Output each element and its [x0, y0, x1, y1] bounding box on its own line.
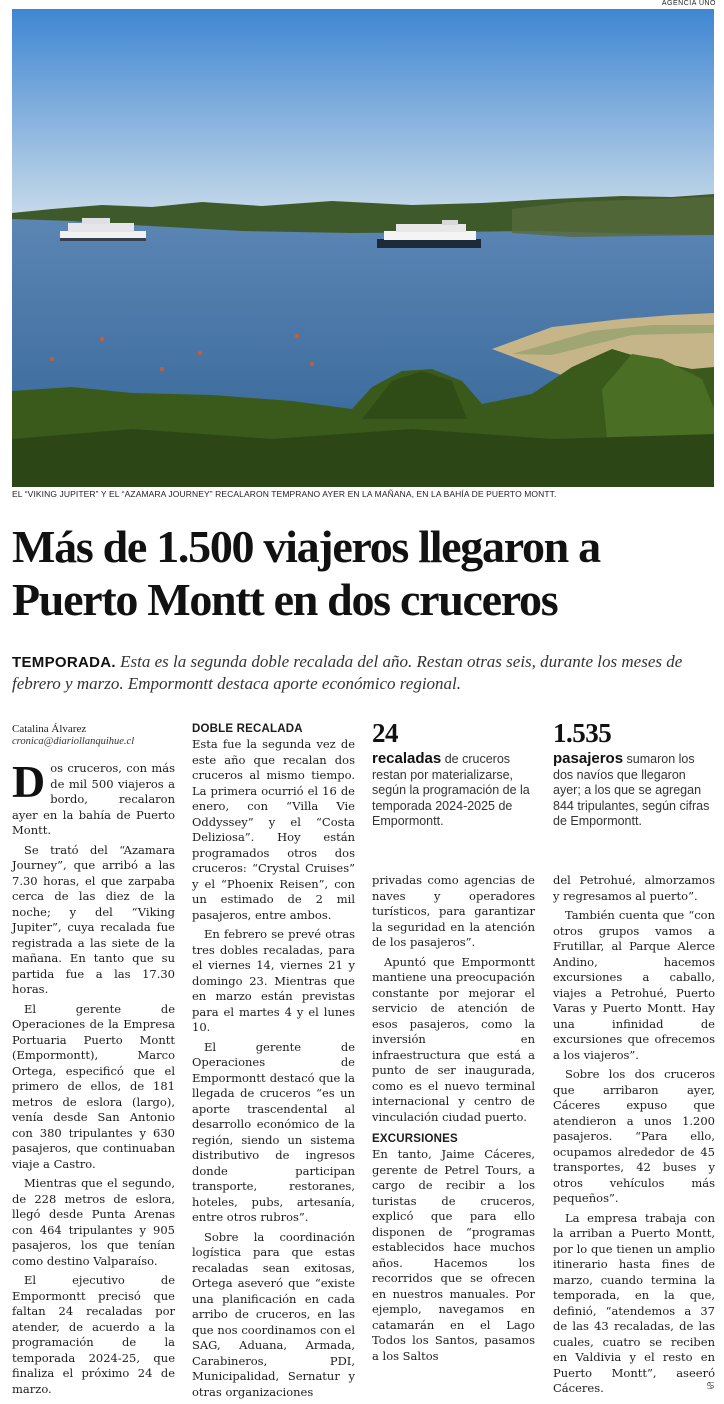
- article-paragraph: Apuntó que Empormontt mantiene una preocupación constante por mejorar el servicio de atención de esos pasajeros, como la inversión en infraestructura que está a punto de ser inaugurada, como es el nuevo terminal internacional y centro de vinculación ciudad puerto.: [372, 954, 535, 1124]
- dropcap: D: [12, 756, 46, 807]
- lead-paragraph: [12, 651, 718, 695]
- stat-number: 1.535: [553, 718, 612, 748]
- closing-text: La empresa trabaja con la arriban a Puerto Montt, por lo que tienen un amplio itinerario hasta fines de marzo, cuando termina la temporada, en la que, definió, “atendemos a 37 de las 43 recaladas, de las cuales, cuatro se reciben en Valdivia y el resto en Puerto Montt”, aseeró Cáceres.: [553, 1210, 715, 1395]
- article-paragraph: Sobre la coordinación logística para que estas recaladas sean exitosas, Ortega aseveró que “existe una planificación en cada arribo de cruceros, en las que nos coordinamos con el SAG, Aduana, Armada, Carabineros, PDI, Municipalidad, Sernatur y otras organizaciones: [192, 1229, 355, 1399]
- article-paragraph: También cuenta que “con otros grupos vamos a Frutillar, al Parque Alerce Andino, hacemos excursiones a caballo, viajes a Petrohué, Puerto Varas y Puerto Montt. Hay una infinidad de excursiones que ofrecemos a los viajeros”.: [553, 908, 715, 1062]
- article-paragraph: Sobre los dos cruceros que arribaron ayer, Cáceres expuso que atendieron a unos 1.200 pasajeros. “Para ello, ocupamos alrededor de 45 transportes, 42 buses y otros vehículos más pequeños”.: [553, 1067, 715, 1205]
- stat-label: pasajeros: [553, 750, 624, 767]
- photo-credit: AGENCIA UNO: [661, 0, 716, 7]
- stat-text: [372, 751, 535, 830]
- end-mark-icon: ♋: [706, 1381, 715, 1392]
- stat-text: [553, 751, 713, 830]
- lead-kicker: TEMPORADA.: [12, 654, 116, 671]
- article-opening-paragraph: [12, 756, 175, 839]
- article-paragraph: En tanto, Jaime Cáceres, gerente de Petrel Tours, a cargo de recibir a los turistas de cruceros, explicó que para ello disponen de “programas establecidos hace muchos años. Hacemos los recorridos que se ofrecen en nuestros manuales. Por ejemplo, navegamos en catamarán en el Lago Todos los Santos, pasamos a los Saltos: [372, 1147, 535, 1363]
- opening-text: os cruceros, con más de mil 500 viajeros a bordo, recalaron ayer en la bahía de Puerto Montt.: [12, 761, 175, 837]
- subhead-excursiones: EXCURSIONES: [372, 1133, 458, 1145]
- article-paragraph: El ejecutivo de Empormontt precisó que faltan 24 recaladas por atender, de acuerdo a la programación de la temporada 2024-25, que finaliza el próximo 24 de marzo.: [12, 1273, 175, 1396]
- article-paragraph: del Petrohué, almorzamos y regresamos al puerto”.: [553, 873, 715, 903]
- byline-author: Catalina Álvarez: [12, 723, 87, 735]
- article-paragraph: [553, 1211, 715, 1397]
- article-paragraph: El gerente de Operaciones de Empormontt destacó que la llegada de cruceros “es un aporte trascendental al desarrollo económico de la región, siendo un sistema distributivo de ingresos donde participan transporte, restoranes, hoteles, pubs, artesanía, entre otros rubros”.: [192, 1039, 355, 1224]
- stat-box-recaladas: [372, 719, 535, 830]
- cruise-ships-photo: [12, 9, 714, 487]
- article-paragraph: El gerente de Operaciones de la Empresa Portuaria Puerto Montt (Empormontt), Marco Ortega, especificó que el primero de ellos, de 181 metros de eslora (largo), venía desde San Antonio con 380 tripulantes y 630 pasajeros, que continuaban viaje a Castro.: [12, 1001, 175, 1171]
- column-3: [372, 873, 535, 1368]
- subhead-doble-recalada: DOBLE RECALADA: [192, 723, 303, 735]
- stat-description: sumaron los dos navíos que llegaron ayer; a los que se agregan 844 tripulantes, según cifras de Empormontt.: [553, 752, 710, 828]
- article-paragraph: Mientras que el segundo, de 228 metros de eslora, llegó desde Punta Arenas con 464 tripulantes y 905 pasajeros, los que tenían como destino Valparaíso.: [12, 1176, 175, 1268]
- column-2: [192, 723, 355, 1404]
- byline-email[interactable]: cronica@diariollanquihue.cl: [12, 736, 135, 747]
- headline: Más de 1.500 viajeros llegaron a Puerto Montt en dos cruceros: [12, 521, 600, 625]
- stat-label: recaladas: [372, 750, 442, 767]
- photo-caption: EL “VIKING JUPITER” Y EL “AZAMARA JOURNEY” RECALARON TEMPRANO AYER EN LA MAÑANA, EN LA BAHÍA DE PUERTO MONTT.: [12, 489, 557, 499]
- lead-text: Esta es la segunda doble recalada del año. Restan otras seis, durante los meses de febrero y marzo. Empormontt destaca aporte económico regional.: [12, 652, 683, 693]
- article-paragraph: En febrero se prevé otras tres dobles recaladas, para el viernes 14, viernes 21 y domingo 23. Mientras que en marzo están previstas para el martes 4 y el lunes 10.: [192, 927, 355, 1034]
- stat-description: de cruceros restan por materializarse, según la programación de la temporada 2024-2025 de Empormontt.: [372, 752, 530, 828]
- stat-box-pasajeros: [553, 719, 713, 830]
- article-paragraph: Se trató del “Azamara Journey”, que arribó a las 7.30 horas, el que zarpaba cerca de las diez de la noche; y del “Viking Jupiter”, cuya recalada fue registrada a las siete de la mañana. En tanto que su partida fue a las 17.30 horas.: [12, 842, 175, 996]
- stat-number: 24: [372, 718, 398, 748]
- column-1: [12, 723, 175, 1401]
- article-paragraph: Esta fue la segunda vez de este año que recalan dos cruceros al mismo tiempo. La primera ocurrió el 16 de enero, con “Villa Vie Oddyssey” y el “Costa Deliziosa”. Hoy están programados otros dos cruceros: “Crystal Cruises” y el “Phoenix Reisen”, con un estimado de 2 mil pasajeros, entre ambos.: [192, 737, 355, 922]
- column-4: [553, 873, 715, 1401]
- article-paragraph: privadas como agencias de naves y operadores turísticos, para garantizar la seguridad en la atención de los pasajeros”.: [372, 873, 535, 949]
